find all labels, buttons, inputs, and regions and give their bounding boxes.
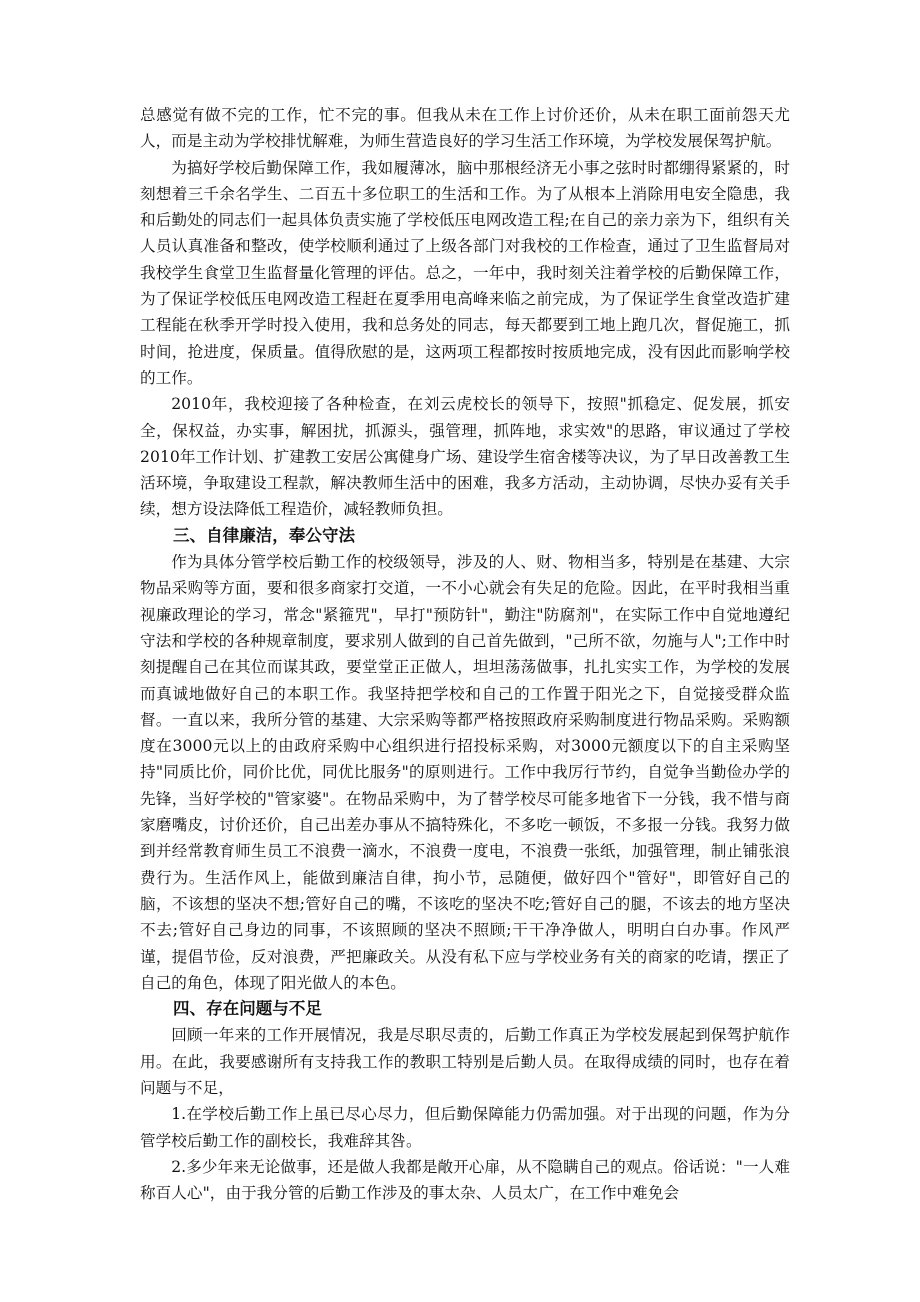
- list-item-2: 2.多少年来无论做事，还是做人我都是敞开心扉，从不隐瞒自己的观点。俗话说："一人难称百人心"，由于我分管的后勤工作涉及的事太杂、人员太广，在工作中难免会: [140, 1157, 790, 1203]
- list-item-1: 1.在学校后勤工作上虽已尽心尽力，但后勤保障能力仍需加强。对于出现的问题，作为分管学校后勤工作的副校长，我难辞其咎。: [140, 1105, 790, 1150]
- document-body: [140, 102, 790, 1206]
- paragraph-2010-inspections: 2010年，我校迎接了各种检查，在刘云虎校长的领导下，按照"抓稳定、促发展，抓安全，保权益，办实事，解困扰，抓源头，强管理，抓阵地，求实效"的思路，审议通过了学校2010年工作计划、扩建教工安居公寓健身广场、建设学生宿舍楼等决议，为了早日改善教工生活环境，争取建设工程款，解决教师生活中的困难，我多方活动，主动协调，尽快办妥有关手续，想方设法降低工程造价，减轻教师负担。: [140, 395, 790, 519]
- section-heading-integrity: 三、自律廉洁，奉公守法: [173, 525, 356, 545]
- paragraph-continuation: 总感觉有做不完的工作，忙不完的事。但我从未在工作上讨价还价，从未在职工面前怨天尤人，而是主动为学校排忧解难，为师生营造良好的学习生活工作环境，为学校发展保驾护航。: [140, 106, 790, 151]
- paragraph-logistics-work: 为搞好学校后勤保障工作，我如履薄冰，脑中那根经济无小事之弦时时都绷得紧紧的，时刻想着三千余名学生、二百五十多位职工的生活和工作。为了从根本上消除用电安全隐患，我和后勤处的同志们一起具体负责实施了学校低压电网改造工程;在自己的亲力亲为下，组织有关人员认真准备和整改，使学校顺利通过了上级各部门对我校的工作检查，通过了卫生监督局对我校学生食堂卫生监督量化管理的评估。总之，一年中，我时刻关注着学校的后勤保障工作，为了保证学校低压电网改造工程赶在夏季用电高峰来临之前完成，为了保证学生食堂改造扩建工程能在秋季开学时投入使用，我和总务处的同志，每天都要到工地上跑几次，督促施工，抓时间，抢进度，保质量。值得欣慰的是，这两项工程都按时按质地完成，没有因此而影响学校的工作。: [140, 158, 790, 387]
- section-heading-problems: 四、存在问题与不足: [173, 999, 322, 1019]
- paragraph-review: 回顾一年来的工作开展情况，我是尽职尽责的，后勤工作真正为学校发展起到保驾护航作用。在此，我要感谢所有支持我工作的教职工特别是后勤人员。在取得成绩的同时，也存在着问题与不足，: [140, 1026, 790, 1097]
- paragraph-integrity: 作为具体分管学校后勤工作的校级领导，涉及的人、财、物相当多，特别是在基建、大宗物品采购等方面，要和很多商家打交道，一不小心就会有失足的危险。因此，在平时我相当重视廉政理论的学习，常念"紧箍咒"，早打"预防针"，勤注"防腐剂"，在实际工作中自觉地遵纪守法和学校的各种规章制度，要求别人做到的自己首先做到，"己所不欲，勿施与人";工作中时刻提醒自己在其位而谋其政，要堂堂正正做人，坦坦荡荡做事，扎扎实实工作，为学校的发展而真诚地做好自己的本职工作。我坚持把学校和自己的工作置于阳光之下，自觉接受群众监督。一直以来，我所分管的基建、大宗采购等都严格按照政府采购制度进行物品采购。采购额度在3000元以上的由政府采购中心组织进行招投标采购，对3000元额度以下的自主采购坚持"同质比价，同价比优，同优比服务"的原则进行。工作中我厉行节约，自觉争当勤俭办学的先锋，当好学校的"管家婆"。在物品采购中，为了替学校尽可能多地省下一分钱，我不惜与商家磨嘴皮，讨价还价，自己出差办事从不搞特殊化，不多吃一顿饭，不多报一分钱。我努力做到并经常教育师生员工不浪费一滴水，不浪费一度电，不浪费一张纸，加强管理，制止铺张浪费行为。生活作风上，能做到廉洁自律，拘小节，忌随便，做好四个"管好"，即管好自己的脑，不该想的坚决不想;管好自己的嘴，不该吃的坚决不吃;管好自己的腿，不该去的地方坚决不去;管好自己身边的同事，不该照顾的坚决不照顾;干干净净做人，明明白白办事。作风严谨，提倡节俭，反对浪费，严把廉政关。从没有私下应与学校业务有关的商家的吃请，摆正了自己的角色，体现了阳光做人的本色。: [140, 553, 790, 992]
